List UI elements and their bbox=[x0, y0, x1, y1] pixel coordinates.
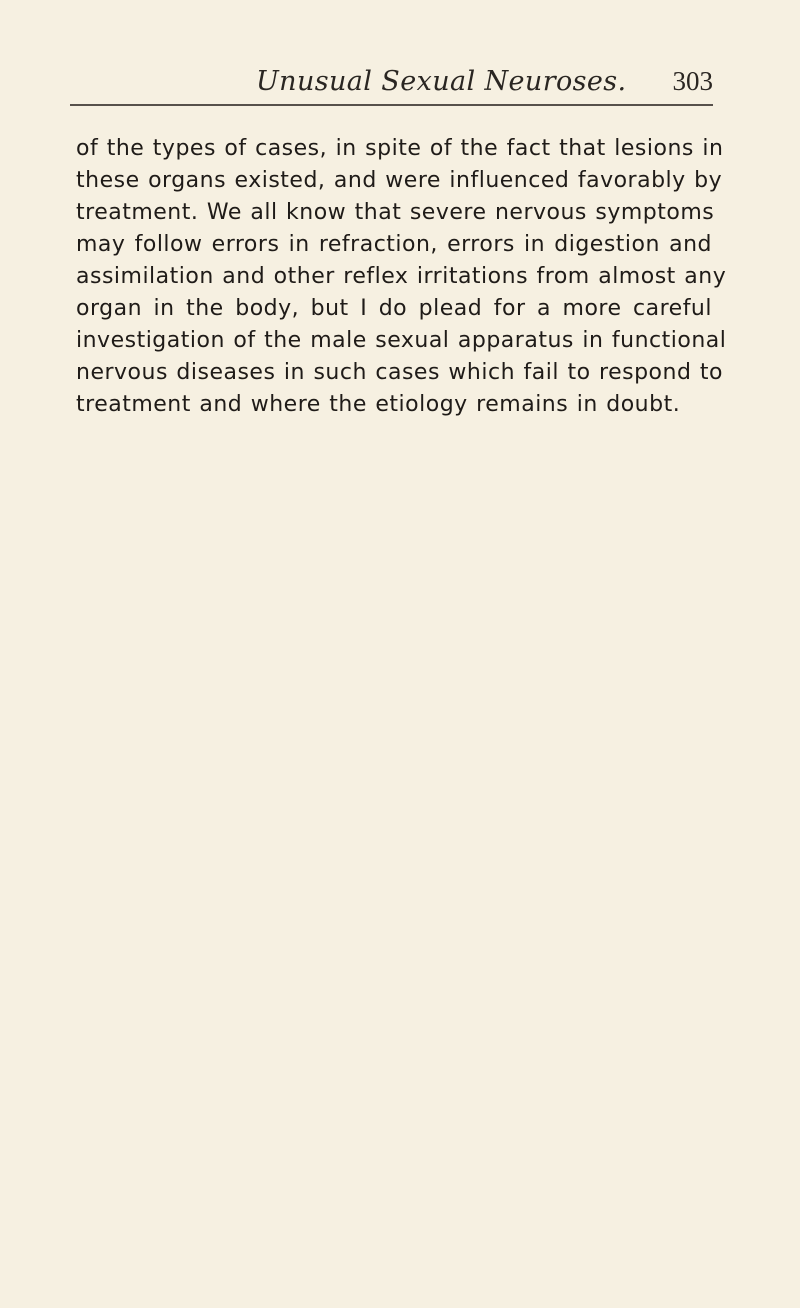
body-paragraph bbox=[76, 133, 727, 421]
running-head bbox=[70, 62, 713, 102]
text-line: may follow errors in refraction, errors in digestion and bbox=[76, 232, 712, 257]
text-line: these organs existed, and were influenced favorably by bbox=[76, 168, 723, 193]
header-rule bbox=[70, 104, 713, 106]
text-line: of the types of cases, in spite of the fact that lesions in bbox=[76, 136, 724, 161]
text-line: investigation of the male sexual apparatus in functional bbox=[76, 328, 727, 353]
text-line: treatment. We all know that severe nervous symptoms bbox=[76, 200, 715, 225]
text-line: organ in the body, but I do plead for a more careful bbox=[76, 296, 712, 321]
page-number: 303 bbox=[672, 66, 713, 96]
text-line: treatment and where the etiology remains in doubt. bbox=[76, 392, 681, 417]
text-line: nervous diseases in such cases which fail to respond to bbox=[76, 360, 723, 385]
text-line: assimilation and other reflex irritations from almost any bbox=[76, 264, 727, 289]
running-title: Unusual Sexual Neuroses. bbox=[256, 66, 627, 97]
